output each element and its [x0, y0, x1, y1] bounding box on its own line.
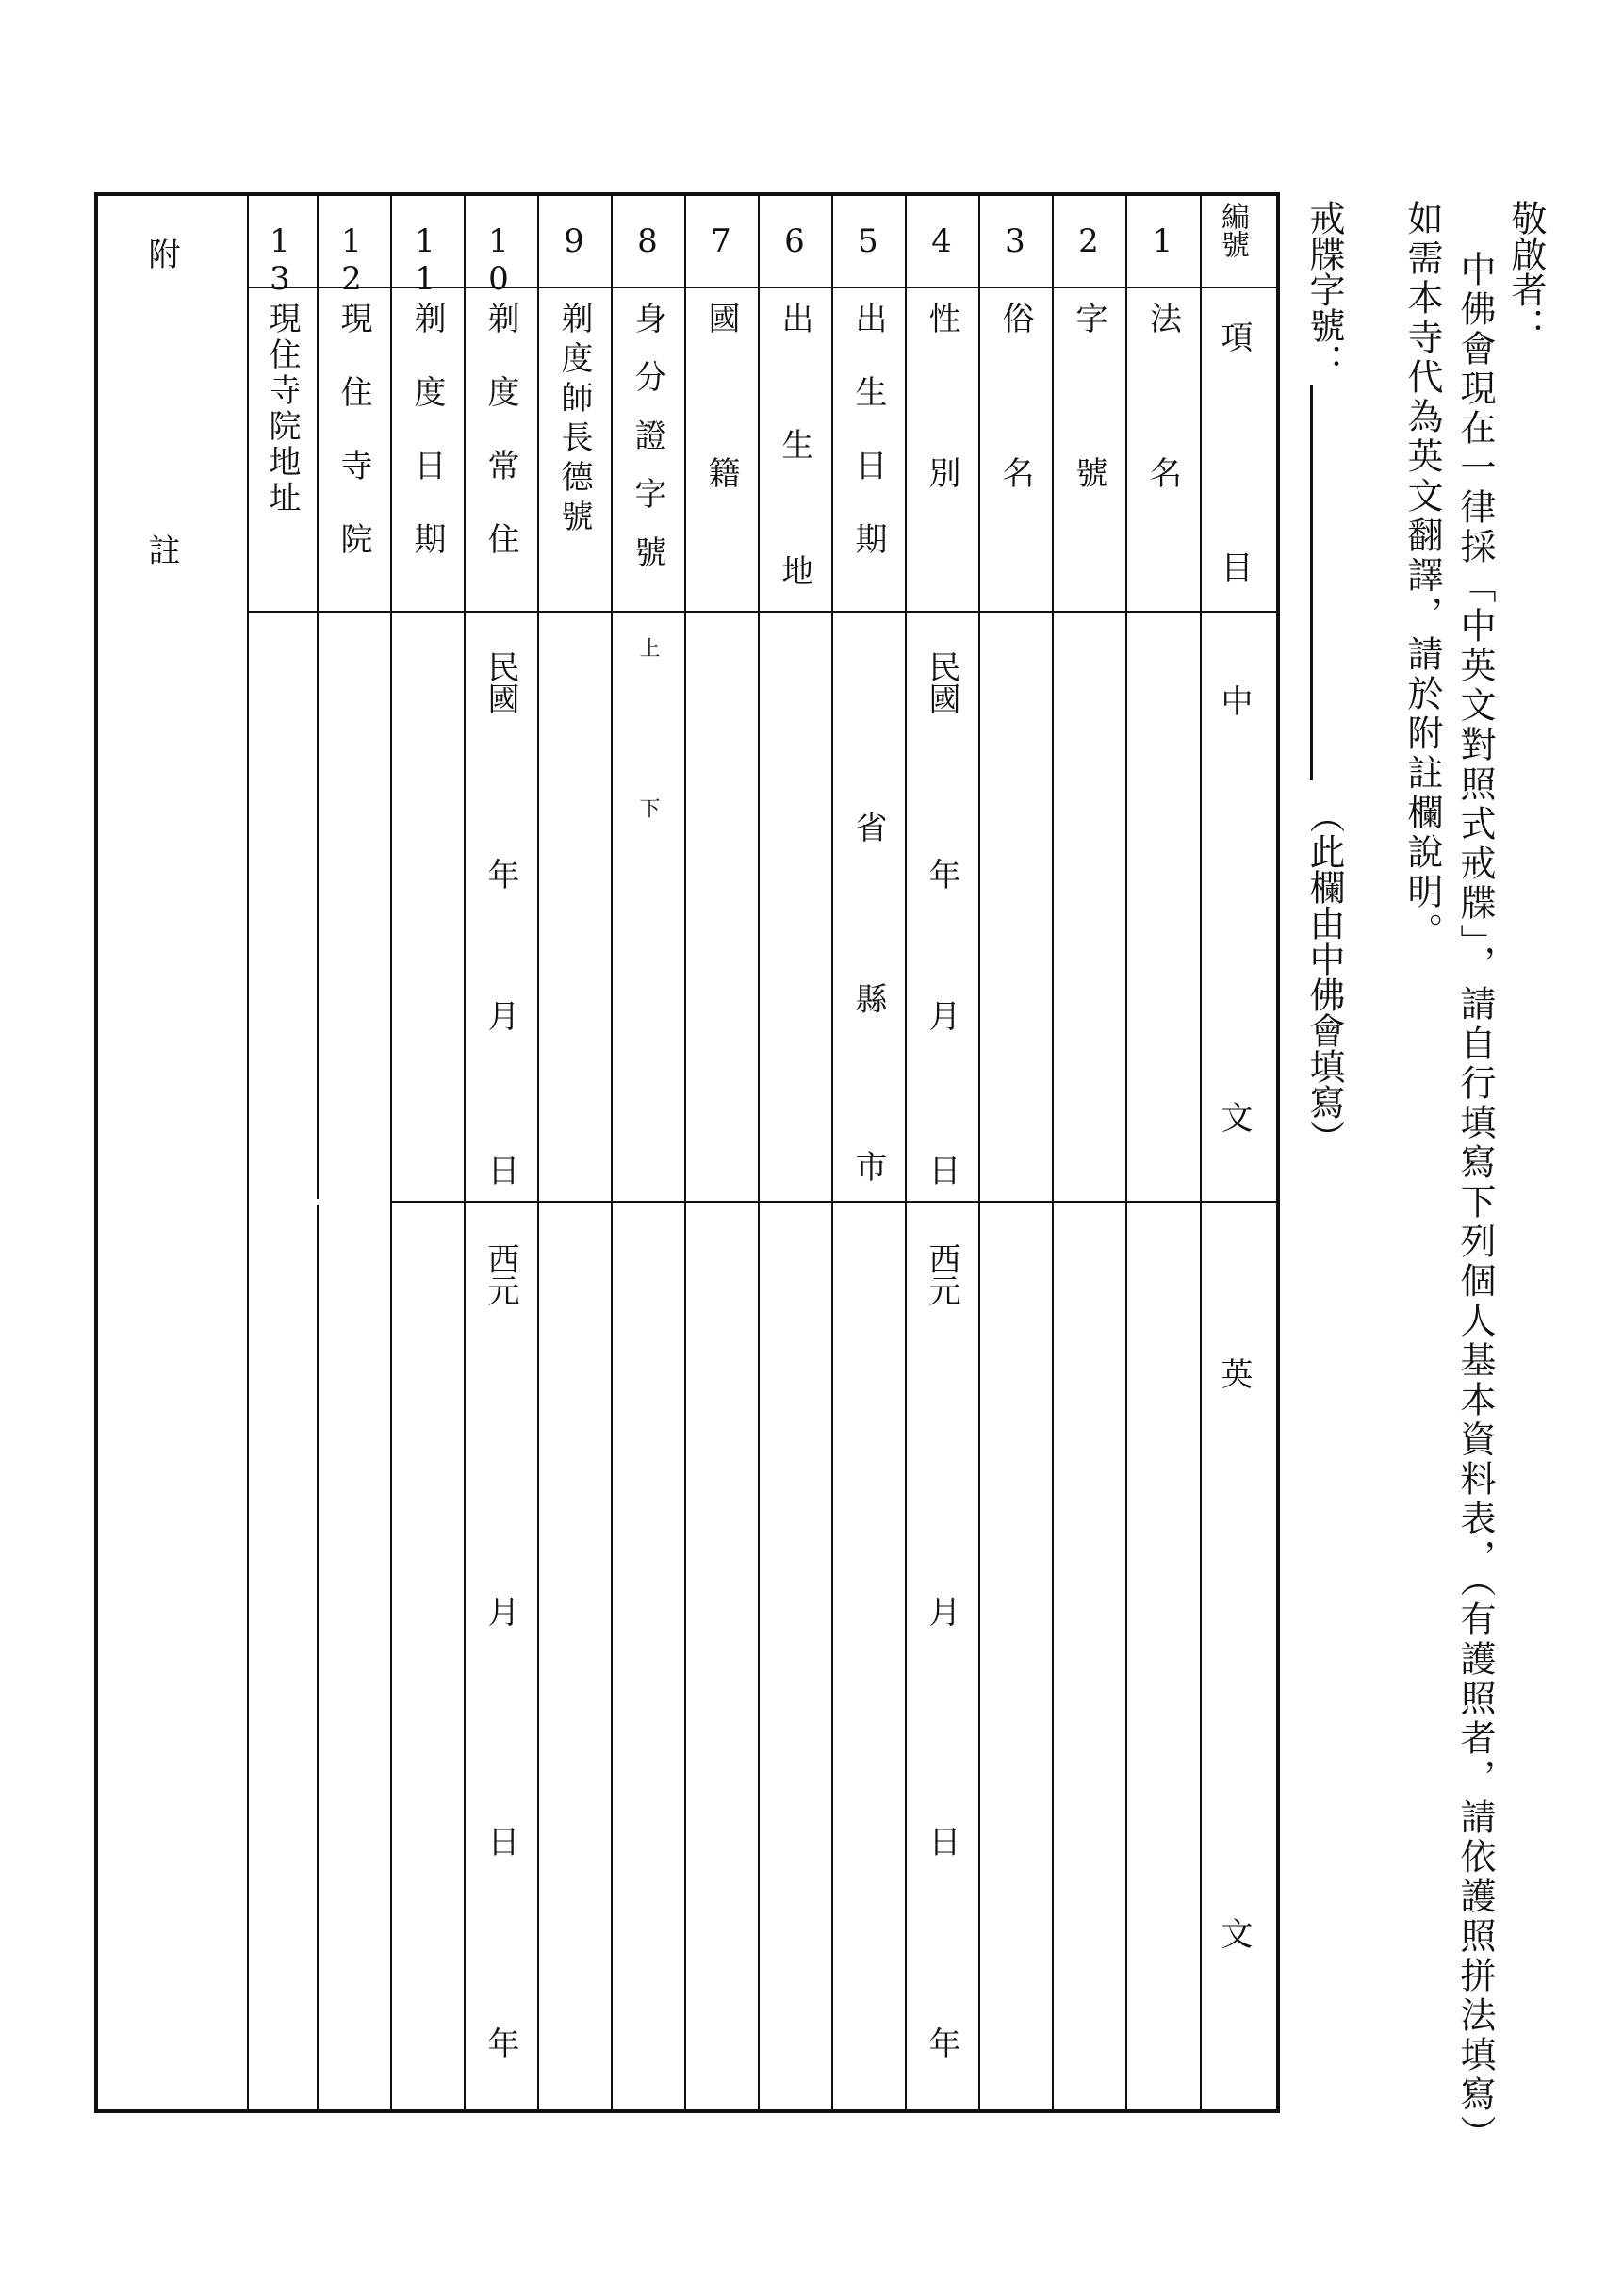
row-divider [317, 196, 319, 2109]
row-item-label: 現住寺院地址 [263, 302, 301, 517]
row-item-label: 國籍 [702, 302, 740, 611]
birth-en-day: 日 [923, 1825, 960, 1857]
ordination-zh-day: 日 [482, 1154, 519, 1186]
row-divider [1200, 196, 1202, 2109]
header-en-b: 文 [1215, 1917, 1253, 1949]
row-number: 6 [776, 222, 813, 260]
row-zh-field[interactable] [982, 615, 1048, 1197]
header-item-b: 目 [1215, 550, 1253, 582]
birthplace-province: 省 [849, 811, 887, 843]
row-zh-field[interactable] [394, 615, 460, 1197]
birth-zh-month: 月 [923, 999, 960, 1031]
header-number: 編號 [1216, 202, 1249, 258]
cert-number-note: （此欄由中佛會填寫） [1303, 797, 1345, 1156]
row-en-field[interactable] [909, 1205, 975, 2106]
remarks-field[interactable] [98, 613, 243, 2109]
header-zh-a: 中 [1215, 684, 1253, 716]
header-zh-b: 文 [1215, 1101, 1253, 1133]
row-divider [1125, 196, 1127, 2109]
cert-number-label: 戒牒字號： [1303, 200, 1345, 379]
row-en-field[interactable] [541, 1205, 607, 2106]
birth-en-year: 年 [923, 2026, 960, 2058]
ordination-en-day: 日 [482, 1825, 519, 1857]
notice-line-1: 中佛會現在一律採「中英文對照式戒牒」，請自行填寫下列個人基本資料表，（有護照者，請依護照拼法填寫） [1454, 251, 1496, 2155]
row-item-label: 字號 [1070, 302, 1107, 611]
birthplace-city: 市 [849, 1150, 887, 1182]
row-number: 13 [261, 222, 299, 298]
row-item-label: 剃度常住 [482, 302, 519, 596]
birth-zh-day: 日 [923, 1154, 960, 1186]
row-item-label: 性別 [923, 302, 960, 611]
row-zh-field[interactable] [320, 615, 386, 1197]
row-zh-field[interactable] [541, 615, 607, 1197]
salutation: 敬啟者： [1505, 200, 1547, 343]
birth-en-month: 月 [923, 1595, 960, 1627]
row-divider [831, 196, 833, 2109]
row-zh-field[interactable] [1129, 615, 1196, 1197]
master-lower: 下 [636, 797, 660, 818]
ordination-zh-era: 民國 [482, 650, 519, 714]
col-divider-zh-en [390, 1201, 1276, 1203]
birth-zh-year: 年 [923, 858, 960, 890]
row-item-label: 俗名 [996, 302, 1034, 611]
remarks-label-a: 附 [142, 238, 180, 270]
col-divider-item [247, 611, 1276, 613]
row-divider [1052, 196, 1054, 2109]
ordination-zh-month: 月 [482, 999, 519, 1031]
row-divider [978, 196, 980, 2109]
row-divider [611, 196, 613, 2109]
merged-cell-cover [249, 1199, 388, 1205]
row-en-field[interactable] [615, 1205, 680, 2106]
ordination-zh-year: 年 [482, 858, 519, 890]
row-number: 5 [849, 222, 887, 260]
row-number: 1 [1143, 222, 1182, 260]
row-number: 2 [1070, 222, 1107, 260]
row-zh-field[interactable] [688, 615, 754, 1197]
row-item-label: 出生日期 [849, 302, 887, 596]
row-item-label: 身分證字號 [629, 302, 666, 594]
row-divider [905, 196, 907, 2109]
row-en-field[interactable] [688, 1205, 754, 2106]
row-number: 11 [406, 222, 444, 298]
row-item-label: 現住寺院 [335, 302, 372, 596]
row-divider [758, 196, 760, 2109]
row-divider [390, 196, 392, 2109]
row-item-label: 出生地 [776, 302, 813, 681]
row-en-field[interactable] [1056, 1205, 1122, 2106]
row-zh-field[interactable] [615, 615, 680, 1197]
row-number: 9 [555, 222, 593, 260]
row-divider [537, 196, 539, 2109]
row-en-field[interactable] [762, 1205, 828, 2106]
col-divider-num [247, 287, 1276, 288]
row-zh-field[interactable] [762, 615, 828, 1197]
row-divider [684, 196, 686, 2109]
ordination-en-era: 西元 [482, 1242, 519, 1306]
row-en-field[interactable] [467, 1205, 533, 2106]
row-en-field[interactable] [394, 1205, 460, 2106]
row-number: 10 [480, 222, 517, 298]
row-en-field[interactable] [251, 1205, 313, 2106]
row-zh-field[interactable] [251, 615, 313, 1197]
row-item-label: 剃度日期 [408, 302, 446, 596]
row-en-field[interactable] [835, 1205, 901, 2106]
row-divider [247, 196, 249, 2109]
master-upper: 上 [636, 637, 660, 658]
birth-en-era: 西元 [923, 1242, 960, 1306]
row-en-field[interactable] [320, 1205, 386, 2106]
row-number: 8 [629, 222, 666, 260]
birthplace-county: 縣 [849, 982, 887, 1014]
row-divider [464, 196, 466, 2109]
row-en-field[interactable] [1129, 1205, 1196, 2106]
birth-zh-era: 民國 [923, 650, 960, 714]
header-item-a: 項 [1215, 320, 1253, 353]
ordination-en-month: 月 [482, 1595, 519, 1627]
row-number: 7 [702, 222, 740, 260]
header-en-a: 英 [1215, 1357, 1253, 1389]
remarks-label-b: 註 [142, 533, 180, 566]
notice-line-2: 如需本寺代為英文翻譯，請於附註欄說明。 [1402, 200, 1443, 952]
row-zh-field[interactable] [1056, 615, 1122, 1197]
ordination-en-year: 年 [482, 2026, 519, 2058]
row-number: 12 [333, 222, 370, 298]
row-en-field[interactable] [982, 1205, 1048, 2106]
row-number: 4 [923, 222, 960, 260]
row-item-label: 法名 [1143, 302, 1182, 611]
cert-number-field[interactable] [1310, 385, 1313, 780]
row-zh-field[interactable] [835, 615, 901, 1197]
row-number: 3 [996, 222, 1034, 260]
row-item-label: 剃度師長德號 [555, 302, 593, 539]
